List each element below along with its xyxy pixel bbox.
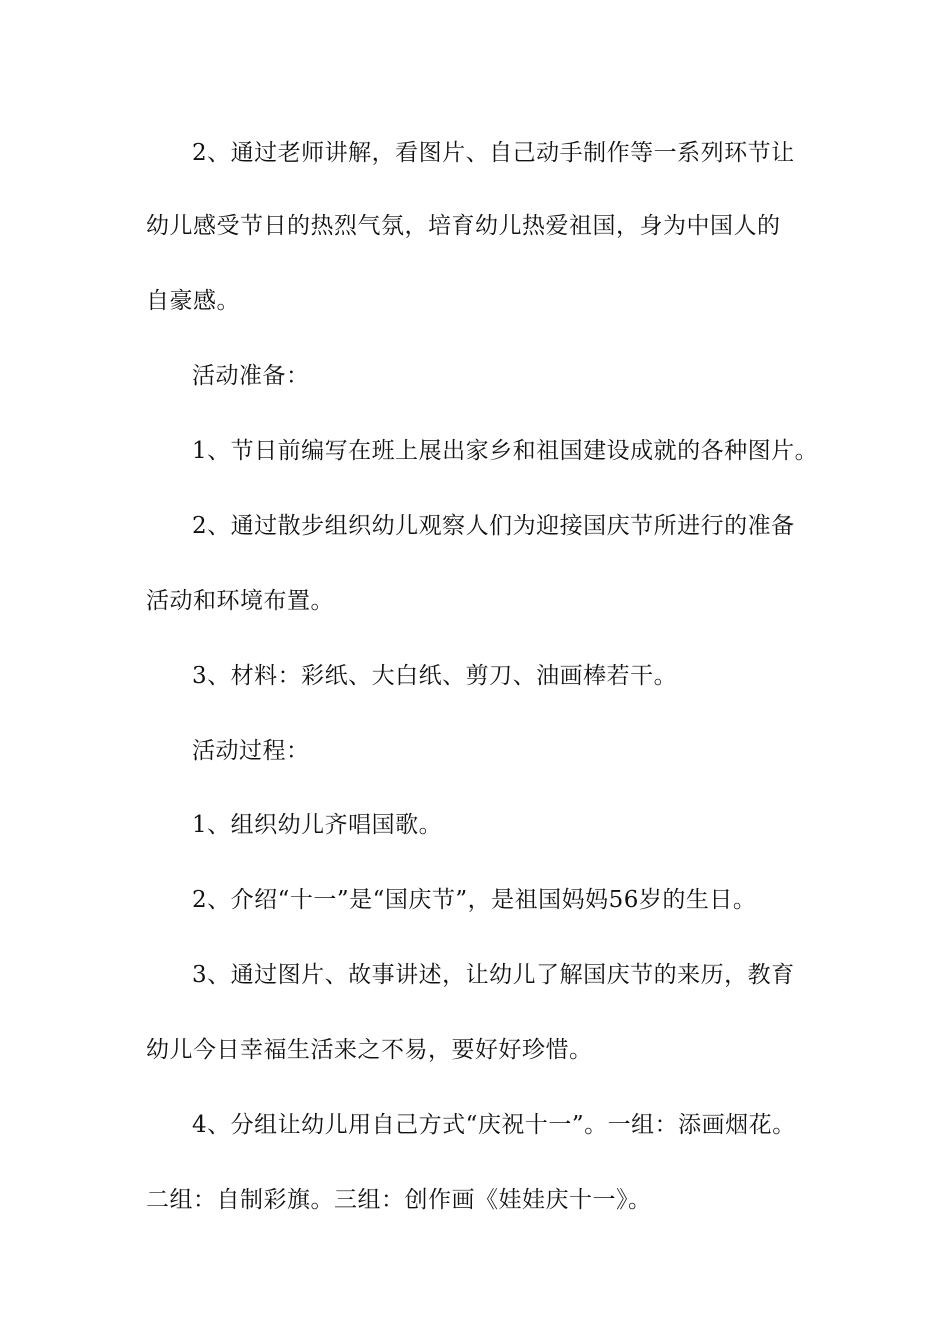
paragraph-line: 活动和环境布置。: [146, 588, 334, 614]
paragraph-line: 幼儿感受节日的热烈气氛，培育幼儿热爱祖国，身为中国人的: [146, 213, 781, 239]
paragraph-line: 2、通过老师讲解，看图片、自己动手制作等一系列环节让: [192, 140, 795, 166]
paragraph-line: 二组：自制彩旗。三组：创作画《娃娃庆十一》。: [146, 1187, 652, 1213]
paragraph-line: 3、通过图片、故事讲述，让幼儿了解国庆节的来历，教育: [192, 962, 795, 988]
paragraph-line: 1、组织幼儿齐唱国歌。: [192, 812, 443, 838]
paragraph-line: 2、介绍“十一”是“国庆节”，是祖国妈妈56岁的生日。: [192, 887, 757, 913]
paragraph-line: 自豪感。: [146, 288, 240, 314]
section-heading: 活动准备：: [192, 363, 310, 389]
paragraph-line: 1、节日前编写在班上展出家乡和祖国建设成就的各种图片。: [192, 438, 819, 464]
paragraph-line: 4、分组让幼儿用自己方式“庆祝十一”。一组：添画烟花。: [192, 1112, 796, 1138]
section-heading: 活动过程：: [192, 738, 310, 764]
paragraph-line: 3、材料：彩纸、大白纸、剪刀、油画棒若干。: [192, 663, 678, 689]
paragraph-line: 幼儿今日幸福生活来之不易，要好好珍惜。: [146, 1037, 593, 1063]
paragraph-line: 2、通过散步组织幼儿观察人们为迎接国庆节所进行的准备: [192, 513, 795, 539]
